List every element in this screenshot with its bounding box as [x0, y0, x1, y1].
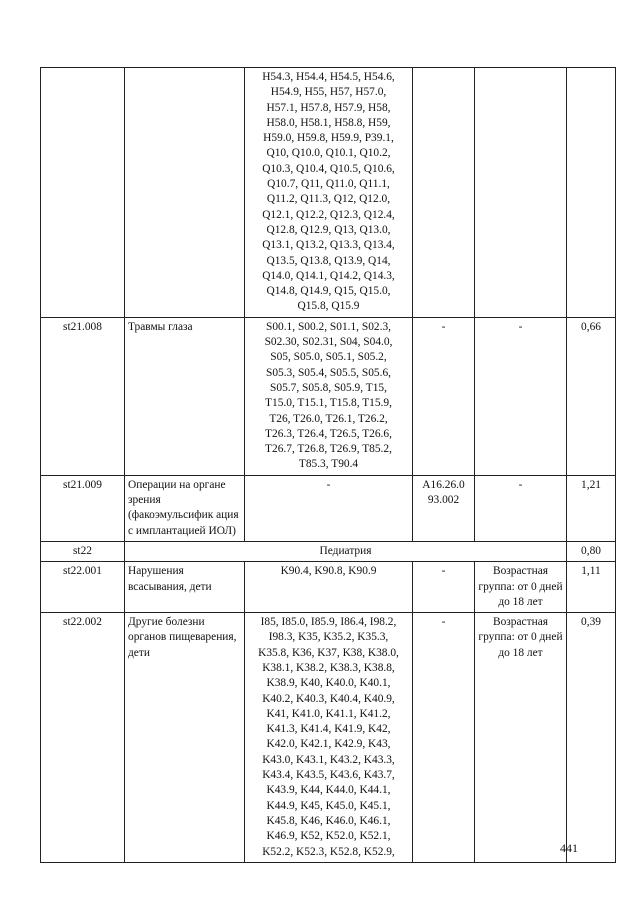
group-title-cell: Педиатрия [125, 541, 567, 561]
diagnosis-code-line: - [326, 478, 331, 491]
diagnosis-code-line: H54.9, H55, H57, H57.0, [270, 86, 387, 99]
criteria-cell: Возрастная группа: от 0 дней до 18 лет [475, 613, 567, 863]
diagnosis-codes-cell [245, 613, 413, 863]
diagnosis-code-line: H54.3, H54.4, H54.5, H54.6, [262, 71, 395, 83]
diagnosis-code-line: K38.1, K38.2, K38.3, K38.8, [262, 661, 395, 674]
diagnosis-code-line: Q14.8, Q14.9, Q15, Q15.0, [266, 285, 391, 298]
diagnosis-code-line: Q11.2, Q11.3, Q12, Q12.0, [266, 193, 391, 206]
criteria-cell [475, 68, 567, 318]
diagnosis-code-line: K43.9, K44, K44.0, K44.1, [266, 784, 391, 797]
table-row [41, 562, 616, 613]
diagnosis-codes-cell [245, 562, 413, 613]
diagnosis-code-line: Q13.1, Q13.2, Q13.3, Q13.4, [262, 239, 395, 252]
service-code-cell: A16.26.0 93.002 [413, 475, 475, 541]
diagnosis-code-line: Q10.3, Q10.4, Q10.5, Q10.6, [262, 162, 395, 175]
diagnosis-code-line: K38.9, K40, K40.0, K40.1, [266, 677, 391, 690]
diagnosis-code-line: I98.3, K35, K35.2, K35.3, [268, 631, 389, 644]
group-name-cell: Другие болезни органов пищеварения, дети [125, 613, 245, 863]
service-code-cell: - [413, 562, 475, 613]
section-row [41, 541, 616, 561]
diagnosis-code-line: T26.3, T26.4, T26.5, T26.6, [265, 427, 392, 440]
group-code-cell [41, 68, 125, 318]
diagnosis-code-line: K41, K41.0, K41.1, K41.2, [266, 707, 391, 720]
diagnosis-code-line: T26.7, T26.8, T26.9, T85.2, [265, 443, 392, 456]
diagnosis-code-line: Q14.0, Q14.1, Q14.2, Q14.3, [262, 269, 395, 282]
diagnosis-code-line: K52.2, K52.3, K52.8, K52.9, [262, 845, 395, 858]
diagnosis-code-line: S05, S05.0, S05.1, S05.2, [270, 351, 387, 364]
group-code-cell: st22 [41, 541, 125, 561]
diagnosis-code-line: S05.7, S05.8, S05.9, T15, [270, 381, 387, 394]
criteria-cell: Возрастная группа: от 0 дней до 18 лет [475, 562, 567, 613]
diagnosis-code-line: Q12.1, Q12.2, Q12.3, Q12.4, [262, 208, 395, 221]
diagnosis-code-line: K40.2, K40.3, K40.4, K40.9, [262, 692, 395, 705]
group-code-cell: st21.008 [41, 317, 125, 475]
diagnosis-code-line: H58.0, H58.1, H58.8, H59, [266, 116, 391, 129]
coefficient-cell: 0,39 [567, 613, 616, 863]
coefficient-cell: 1,21 [567, 475, 616, 541]
diagnosis-code-line: Q15.8, Q15.9 [297, 300, 360, 313]
page-number: 441 [560, 841, 578, 855]
diagnosis-codes-cell [245, 317, 413, 475]
diagnosis-code-line: K46.9, K52, K52.0, K52.1, [266, 830, 391, 843]
service-code-cell [413, 68, 475, 318]
group-name-cell: Операции на органе зрения (факоэмульсифик ация с имплантацией ИОЛ) [125, 475, 245, 541]
table-row [41, 613, 616, 863]
diagnosis-code-line: K42.0, K42.1, K42.9, K43, [266, 738, 391, 751]
diagnosis-code-line: K41.3, K41.4, K41.9, K42, [266, 723, 391, 736]
diagnosis-code-line: S00.1, S00.2, S01.1, S02.3, [265, 320, 391, 333]
diagnosis-code-line: S02.30, S02.31, S04, S04.0, [264, 336, 393, 349]
diagnosis-code-line: T85.3, T90.4 [298, 458, 359, 471]
criteria-cell: - [475, 317, 567, 475]
diagnosis-code-line: T26, T26.0, T26.1, T26.2, [269, 412, 388, 425]
diagnosis-code-line: H57.1, H57.8, H57.9, H58, [266, 101, 391, 114]
diagnosis-code-line: K43.0, K43.1, K43.2, K43.3, [262, 753, 395, 766]
tariff-table [40, 67, 616, 863]
diagnosis-code-line: H59.0, H59.8, H59.9, P39.1, [263, 132, 394, 145]
diagnosis-code-line: Q10, Q10.0, Q10.1, Q10.2, [266, 147, 391, 160]
coefficient-cell: 0,80 [567, 541, 616, 561]
diagnosis-code-line: I85, I85.0, I85.9, I86.4, I98.2, [260, 616, 397, 629]
group-code-cell: st22.002 [41, 613, 125, 863]
diagnosis-code-line: K45.8, K46, K46.0, K46.1, [266, 814, 391, 827]
coefficient-cell [567, 68, 616, 318]
diagnosis-code-line: K35.8, K36, K37, K38, K38.0, [258, 646, 399, 659]
diagnosis-code-line: T15.0, T15.1, T15.8, T15.9, [265, 397, 392, 410]
table-row [41, 68, 616, 318]
criteria-cell: - [475, 475, 567, 541]
diagnosis-codes-cell [245, 475, 413, 541]
coefficient-cell: 0,66 [567, 317, 616, 475]
diagnosis-code-line: K90.4, K90.8, K90.9 [280, 565, 377, 578]
group-name-cell [125, 68, 245, 318]
diagnosis-codes-cell [245, 68, 413, 318]
table-row [41, 317, 616, 475]
group-name-cell: Нарушения всасывания, дети [125, 562, 245, 613]
diagnosis-code-line: Q10.7, Q11, Q11.0, Q11.1, [267, 178, 390, 191]
diagnosis-code-line: Q13.5, Q13.8, Q13.9, Q14, [266, 254, 391, 267]
group-name-cell: Травмы глаза [125, 317, 245, 475]
group-code-cell: st21.009 [41, 475, 125, 541]
diagnosis-code-line: K44.9, K45, K45.0, K45.1, [266, 799, 391, 812]
group-code-cell: st22.001 [41, 562, 125, 613]
diagnosis-code-line: K43.4, K43.5, K43.6, K43.7, [262, 769, 395, 782]
tariff-table-body [41, 68, 616, 863]
diagnosis-code-line: S05.3, S05.4, S05.5, S05.6, [265, 366, 391, 379]
table-row [41, 475, 616, 541]
service-code-cell: - [413, 317, 475, 475]
coefficient-cell: 1,11 [567, 562, 616, 613]
service-code-cell: - [413, 613, 475, 863]
diagnosis-code-line: Q12.8, Q12.9, Q13, Q13.0, [266, 223, 391, 236]
